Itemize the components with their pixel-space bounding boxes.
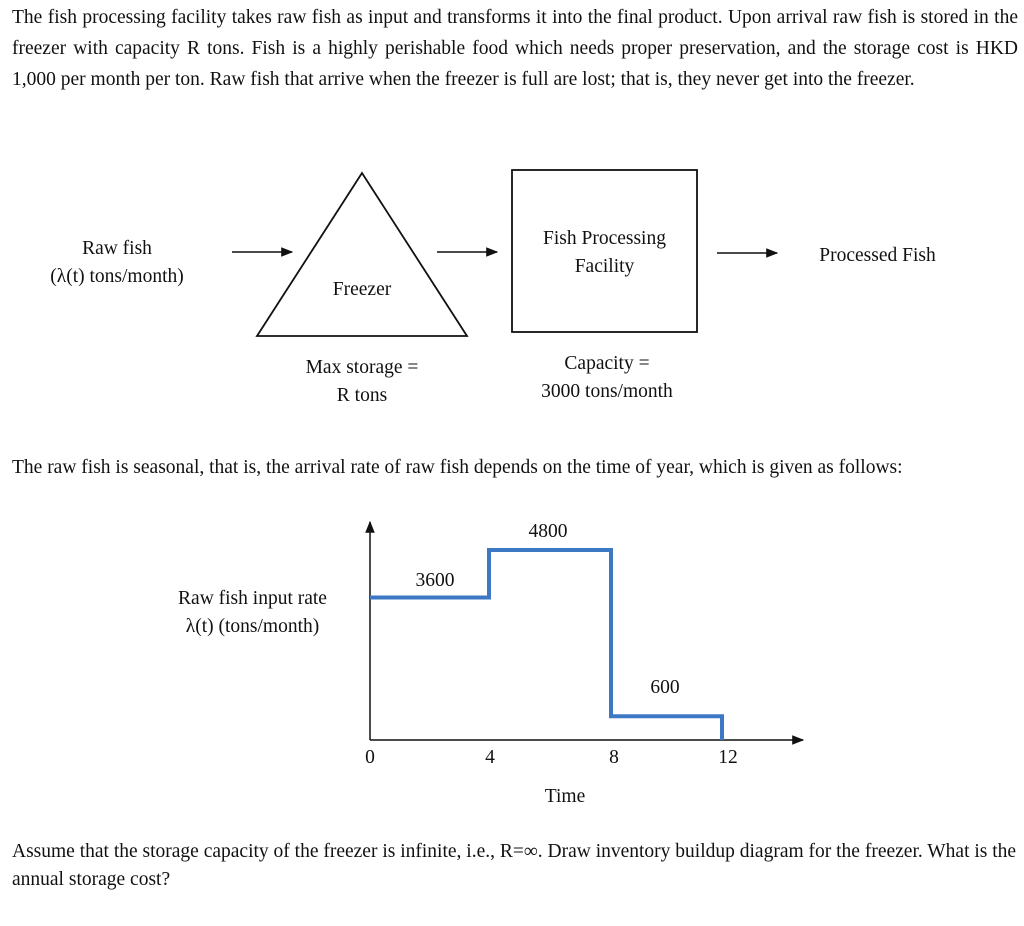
x-tick-label-1: 4 bbox=[485, 747, 495, 768]
y-axis-label-line1: Raw fish input rate bbox=[178, 588, 327, 609]
value-label-4800: 4800 bbox=[528, 521, 568, 542]
facility-label-line1: Fish Processing bbox=[543, 228, 666, 249]
processed-fish-label: Processed Fish bbox=[819, 245, 936, 266]
value-label-3600: 3600 bbox=[415, 570, 455, 591]
max-storage-line2: R tons bbox=[336, 385, 388, 406]
facility-label bbox=[512, 225, 697, 281]
y-axis-label bbox=[150, 585, 355, 641]
intro-paragraph: The fish processing facility takes raw fish as input and transforms it into the final product. Upon arrival raw fish is stored in the freezer with capacity R tons. Fish is a highly perishable food which needs proper preservation, and the storage cost is HKD 1,000 per month per ton. Raw fish that arrive when the freezer is full are lost; that is, they never get into the freezer. bbox=[12, 7, 1018, 90]
value-label-600: 600 bbox=[650, 677, 680, 698]
facility-label-line2: Facility bbox=[574, 256, 635, 277]
max-storage-label bbox=[282, 354, 442, 410]
max-storage-line1: Max storage = bbox=[305, 357, 419, 378]
raw-fish-label bbox=[32, 235, 202, 291]
raw-fish-label-line1: Raw fish bbox=[82, 238, 152, 259]
y-axis-label-line2: λ(t) (tons/month) bbox=[185, 616, 320, 637]
x-axis-label: Time bbox=[544, 786, 586, 807]
seasonal-paragraph: The raw fish is seasonal, that is, the arrival rate of raw fish depends on the time of year, which is given as follows: bbox=[12, 457, 903, 478]
capacity-label bbox=[517, 350, 697, 406]
freezer-triangle bbox=[257, 173, 467, 336]
capacity-line1: Capacity = bbox=[564, 353, 650, 374]
capacity-line2: 3000 tons/month bbox=[541, 381, 673, 402]
x-tick-label-0: 0 bbox=[365, 747, 375, 768]
freezer-label: Freezer bbox=[332, 279, 392, 300]
x-tick-label-2: 8 bbox=[609, 747, 619, 768]
x-tick-label-3: 12 bbox=[718, 747, 738, 768]
raw-fish-label-line2: (λ(t) tons/month) bbox=[50, 266, 184, 287]
question-paragraph: Assume that the storage capacity of the freezer is infinite, i.e., R=∞. Draw inventory buildup diagram for the freezer. What is the annual storage cost? bbox=[12, 841, 1017, 890]
